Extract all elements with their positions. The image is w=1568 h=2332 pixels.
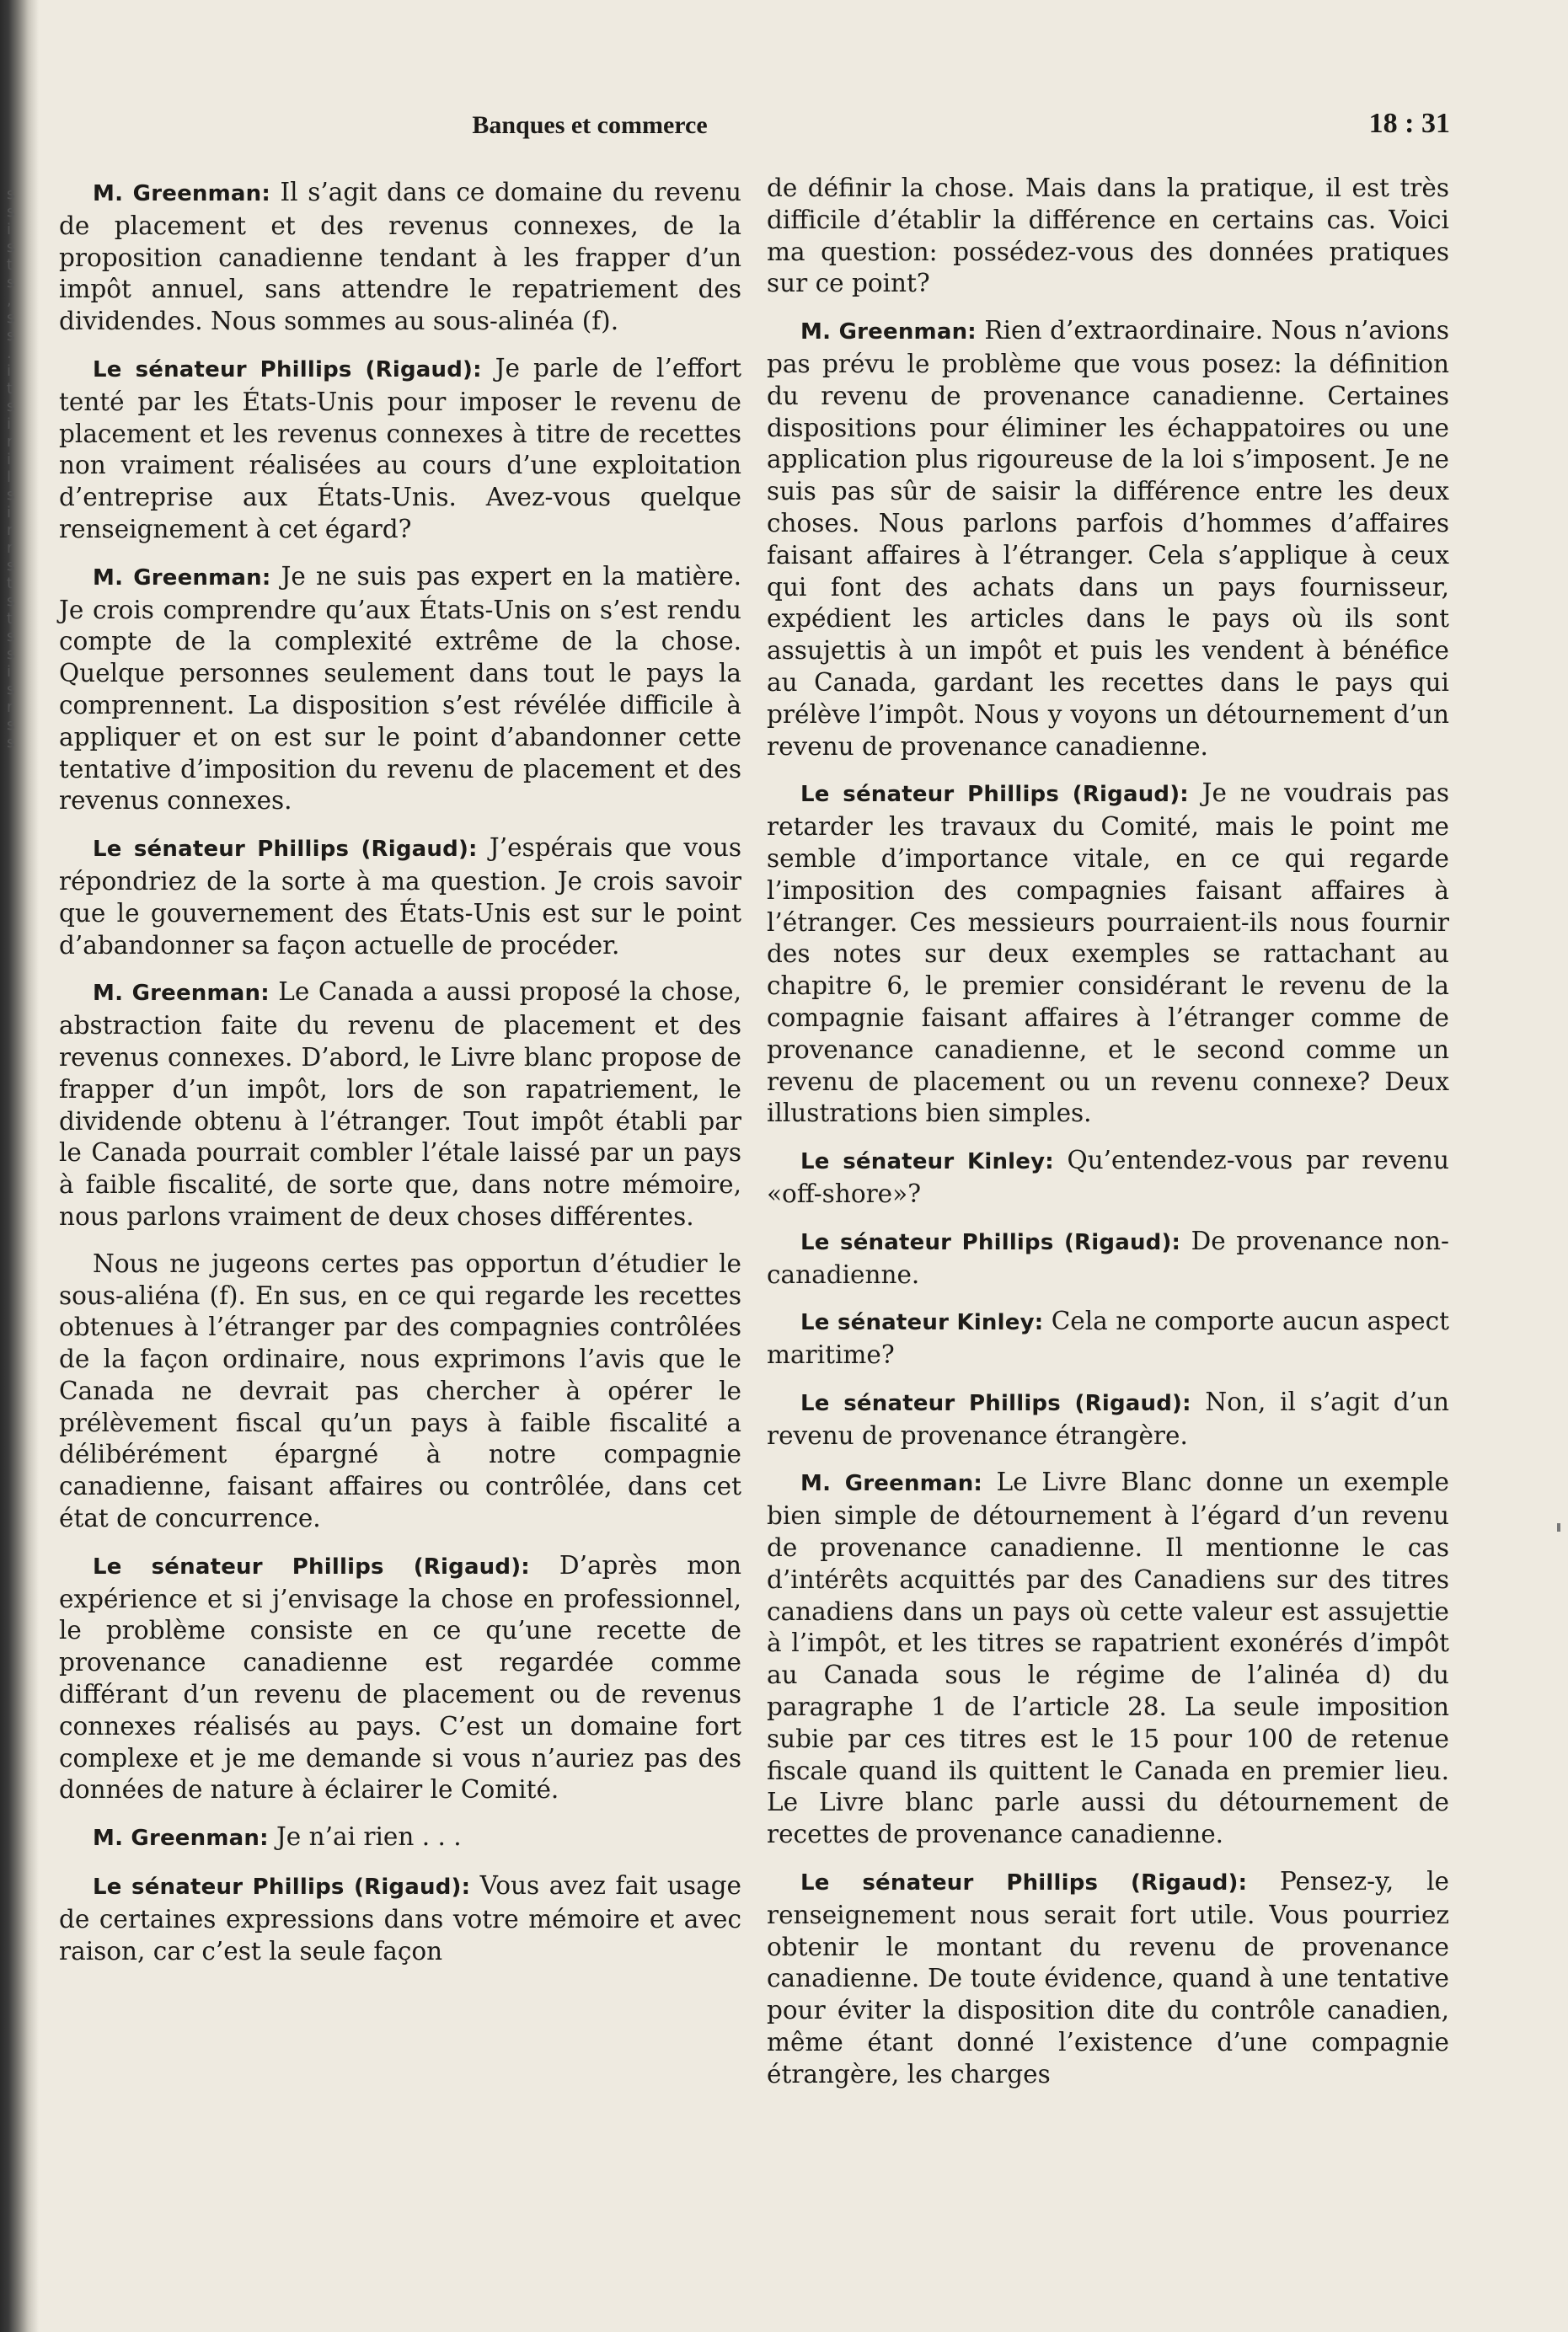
paragraph-text: Qu’entendez-vous par revenu «off-shore»? [767, 1146, 1449, 1208]
running-title: Banques et commerce [472, 111, 708, 139]
paragraph-text: D’après mon expérience et si j’envisage la chose en professionnel, le problème consiste en ce qu’une recette de provenance canadienne est regardée comme différant d’un revenu de placement ou de revenus connexes réalisés au pays. C’est un domaine fort complexe et je me demande si vous n’auriez pas des données de nature à éclairer le Comité. [59, 1550, 741, 1805]
speaker-name: Le sénateur Phillips (Rigaud): [800, 1229, 1181, 1255]
speaker-name: Le sénateur Kinley: [800, 1310, 1044, 1336]
paragraph-text: Cela ne comporte aucun aspect maritime? [767, 1307, 1449, 1370]
paragraph-text: Je ne suis pas expert en la matière. Je crois comprendre qu’aux États-Unis on s’est rendu compte de la complexité extrême de la chose. Quelque personnes seulement dans tout le pays la comprennent. La disposition s’est révélée difficile à appliquer et on est sur le point d’abandonner cette tentative d’imposition du revenu de placement et des revenus connexes. [59, 561, 741, 816]
paragraph-text: Il s’agit dans ce domaine du revenu de placement et des revenus connexes, de la proposition canadienne tendant à les frapper d’un impôt annuel, sans attendre le repatriement des dividendes. Nous sommes au sous-alinéa (f). [59, 178, 741, 336]
paragraph-text: J’espérais que vous répondriez de la sorte à ma question. Je crois savoir que le gouvernement des États-Unis est sur le point d’abandonner sa façon actuelle de procéder. [59, 833, 741, 960]
paragraph [767, 1306, 1449, 1372]
paragraph-text: Pensez-y, le renseignement nous serait fort utile. Vous pourriez obtenir le montant du revenu de provenance canadienne. De toute évidence, quand à une tentative pour éviter la disposition dite du contrôle canadien, même étant donné l’existence d’une compagnie étrangère, les charges [767, 1867, 1449, 2089]
page-header [0, 108, 1568, 150]
paragraph-text: de définir la chose. Mais dans la pratique, il est très difficile d’établir la différence en certains cas. Voici ma question: possédez-vous des données pratiques sur ce point? [767, 174, 1449, 298]
paragraph-text: Vous avez fait usage de certaines expressions dans votre mémoire et avec raison, car c’est la seule façon [59, 1871, 741, 1966]
paragraph [59, 1821, 741, 1855]
speaker-name: Le sénateur Phillips (Rigaud): [93, 837, 478, 863]
right-column [767, 173, 1449, 2106]
paragraph [767, 1467, 1449, 1851]
paragraph-text: Je parle de l’effort tenté par les États-Unis pour imposer le revenu de placement et les revenus connexes à titre de recettes non vraiment réalisées au cours d’une exploitation d’entreprise aux États-Unis. Avez-vous quelque renseignement à cet égard? [59, 353, 741, 543]
paragraph [59, 353, 741, 546]
paragraph-text: Non, il s’agit d’un revenu de provenance étrangère. [767, 1387, 1449, 1450]
speaker-name: Le sénateur Kinley: [800, 1149, 1054, 1175]
paragraph [59, 976, 741, 1233]
paragraph-text: Le Canada a aussi proposé la chose, abstraction faite du revenu de placement et des revenus connexes. D’abord, le Livre blanc propose de frapper d’un impôt, lors de son rapatriement, le dividende obtenu à l’étranger. Tout impôt établi par le Canada pourrait combler l’étale laissé par un pays à faible fiscalité, de sorte que, dans notre mémoire, nous parlons vraiment de deux choses différentes. [59, 977, 741, 1231]
binding-edge-marks: s s i s t s , s s . i t s i r i l s i r r s t s t s s i s r s s [7, 185, 15, 751]
speaker-name: Le sénateur Phillips (Rigaud): [93, 356, 482, 382]
paragraph [767, 315, 1449, 762]
speaker-name: Le sénateur Phillips (Rigaud): [800, 1870, 1248, 1896]
paragraph [767, 1387, 1449, 1452]
paragraph [767, 1145, 1449, 1211]
speaker-name: M. Greenman: [93, 181, 270, 206]
speaker-name: Le sénateur Phillips (Rigaud): [93, 1875, 471, 1901]
paragraph-text: Rien d’extraordinaire. Nous n’avions pas prévu le problème que vous posez: la définition du revenu de provenance canadienne. Certaines dispositions pour éliminer les échappatoires ou une application plus rigoureuse de la loi s’imposent. Je ne suis pas sûr de saisir la différence entre les deux choses. Nous parlons parfois d’hommes d’affaires faisant affaires à l’étranger. Cela s’applique à ceux qui font des achats dans un pays fournisseur, expédient les articles dans le pays où ils sont assujettis à un impôt et puis les vendent à bénéfice au Canada, gardant les recettes dans le pays qui prélève l’impôt. Nous y voyons un détournement d’un revenu de provenance canadienne. [767, 316, 1449, 761]
speaker-name: M. Greenman: [800, 319, 977, 345]
paragraph [767, 173, 1449, 300]
speaker-name: M. Greenman: [93, 564, 271, 591]
speaker-name: Le sénateur Phillips (Rigaud): [800, 1390, 1191, 1416]
paragraph-text: Je ne voudrais pas retarder les travaux du Comité, mais le point me semble d’importance vitale, en ce qui regarde l’imposition des compagnies faisant affaires à l’étranger. Ces messieurs pourraient-ils nous fournir des notes sur deux exemples se rattachant au chapitre 6, le premier considérant le revenu de la compagnie faisant affaires à l’étranger comme de provenance canadienne, et le second comme un revenu de placement ou un revenu connexe? Deux illustrations bien simples. [767, 778, 1450, 1128]
page-binding-shadow [0, 0, 39, 2332]
paragraph [59, 561, 741, 817]
paragraph [59, 1249, 741, 1535]
speaker-name: M. Greenman: [800, 1471, 983, 1497]
speaker-name: M. Greenman: [93, 981, 270, 1007]
paragraph [767, 1226, 1449, 1292]
paragraph [767, 778, 1449, 1130]
left-column [59, 177, 741, 1982]
paragraph-text: De provenance non-canadienne. [767, 1226, 1449, 1289]
paragraph [767, 1866, 1449, 2091]
paragraph [59, 177, 741, 338]
paragraph [59, 832, 741, 961]
speaker-name: Le sénateur Phillips (Rigaud): [93, 1554, 530, 1580]
paragraph [59, 1870, 741, 1967]
paragraph-text: Je n’ai rien . . . [276, 1822, 462, 1852]
page-number: 18 : 31 [1368, 108, 1450, 139]
paragraph-text: Le Livre Blanc donne un exemple bien simple de détournement à l’égard d’un revenu de provenance canadienne. Il mentionne le cas d’intérêts acquittés par des Canadiens sur des titres canadiens dans un pays où cette valeur est assujettie à l’impôt, et les titres se rapatrient exonérés d’impôt au Canada sous le régime de l’alinéa d) du paragraphe 1 de l’article 28. La seule imposition subie par ces titres est le 15 pour 100 de retenue fiscale quand ils quittent le Canada en premier lieu. Le Livre blanc parle aussi du détournement de recettes de provenance canadienne. [767, 1468, 1449, 1849]
paragraph [59, 1550, 741, 1806]
paragraph-text: Nous ne jugeons certes pas opportun d’étudier le sous-aliéna (f). En sus, en ce qui regarde les recettes obtenues à l’étranger par des compagnies contrôlées de la façon ordinaire, nous exprimons l’avis que le Canada ne devrait pas chercher à opérer le prélèvement fiscal qu’un pays à faible fiscalité a délibérément épargné à notre compagnie canadienne, faisant affaires ou contrôlée, dans cet état de concurrence. [59, 1249, 741, 1533]
speaker-name: M. Greenman: [93, 1826, 269, 1852]
speaker-name: Le sénateur Phillips (Rigaud): [800, 782, 1189, 808]
margin-mark [1557, 1523, 1560, 1532]
